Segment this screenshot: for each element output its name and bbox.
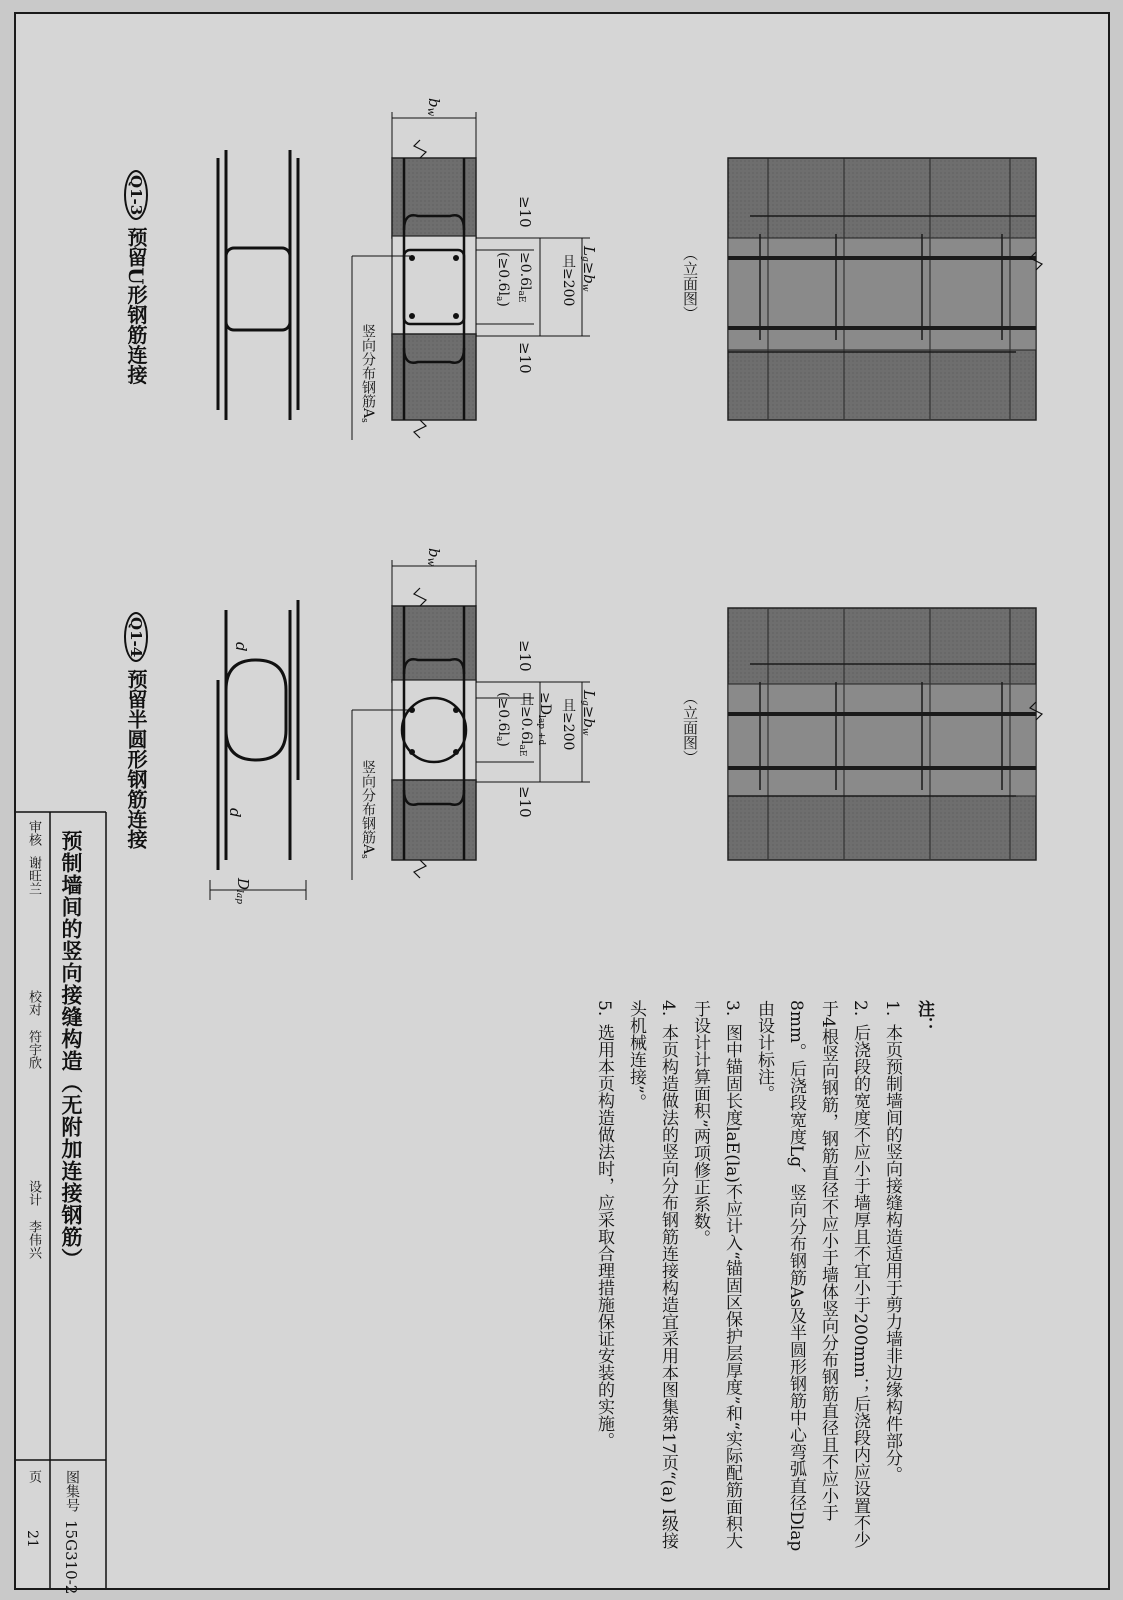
dim-ge06a-u: $(\ge 0.6l_a)$ <box>494 252 511 307</box>
reviewer-name: 谢旺兰 <box>26 856 41 895</box>
atlas-label: 图集号 <box>64 1470 80 1512</box>
elevation-label-u: （立面图） <box>681 246 699 321</box>
dim-dlap-rel: $\ge D_{lap +d}$ <box>536 692 553 746</box>
note-item: 3.图中锚固长度laE(la)不应计入“锚固区保护层厚度”和“实际配筋面积大于设计计算面积”两项修正系数。 <box>690 1000 742 1550</box>
note-item: 5.选用本页构造做法时，应采取合理措施保证安装的实施。 <box>594 1000 614 1450</box>
checker-name: 符宇欣 <box>26 1030 41 1069</box>
page-number: 21 <box>24 1530 40 1548</box>
vertical-bar-label-u: 竖向分布钢筋$A_s$ <box>359 324 376 423</box>
note-item: 2.后浇段的宽度不应小于墙厚且不宜小于200mm；后浇段内应设置不少于4根竖向钢筋，钢筋直径不应小于墙体竖向分布钢筋直径且不应小于8mm。后浇段宽度Lg、竖向分布钢筋As及半圆形钢筋中心弯弧直径Dlap由设计标注。 <box>754 1000 870 1552</box>
dim-lg-semicircle: $L_g\ge b_w$ <box>580 690 598 736</box>
notes-section <box>440 1000 940 1560</box>
dim-lg200-semicircle: 且≥200 <box>560 698 576 751</box>
dim-lg200-u: 且≥200 <box>560 254 576 307</box>
design-label: 设计 <box>26 1180 41 1206</box>
view-title-semicircle-text: 预留半圆形钢筋连接 <box>124 669 148 850</box>
dim-ge06a-semicircle: $(\ge 0.6l_a)$ <box>494 692 511 747</box>
atlas-number: 15G310-2 <box>62 1520 80 1595</box>
check-label: 校对 <box>26 990 41 1016</box>
view-code-u: Q1-3 <box>124 170 148 220</box>
note-item: 4.本页构造做法的竖向分布钢筋连接构造宜采用本图集第17页“(a) I级接头机械连接”。 <box>626 1000 678 1550</box>
dim-ge10-bottom-semicircle: ≥10 <box>516 786 534 818</box>
view-title-u-text: 预留U形钢筋连接 <box>124 227 148 385</box>
section-view-u <box>352 112 590 440</box>
dim-lg-u: $L_g\ge b_w$ <box>580 246 598 292</box>
detail-semicircle-bar <box>218 600 298 870</box>
dim-d-top: d <box>232 642 250 652</box>
elevation-label-semicircle: （立面图） <box>681 690 699 765</box>
dim-ge10-top-semicircle: ≥10 <box>516 640 534 672</box>
drawing-title: 预制墙间的竖向接缝构造（无附加连接钢筋） <box>59 830 84 1270</box>
dim-and06: 且$\ge 0.6l_{aE}$ <box>517 692 534 757</box>
page-label: 页 <box>26 1470 41 1483</box>
review-label: 审核 <box>26 820 41 846</box>
notes-heading: 注： <box>914 1000 934 1034</box>
dim-d-bottom: d <box>226 808 244 818</box>
dim-bw-u: $b_w$ <box>425 98 443 117</box>
elevation-view-u <box>728 158 1042 420</box>
dim-ge06-u: $\ge 0.6l_{aE}$ <box>516 252 533 303</box>
view-title-semicircle <box>122 612 151 849</box>
view-code-semicircle: Q1-4 <box>124 612 148 662</box>
elevation-view-semicircle <box>728 608 1042 860</box>
designer-name: 李伟兴 <box>26 1220 41 1259</box>
note-item: 1.本页预制墙间的竖向接缝构造适用于剪力墙非边缘构件部分。 <box>882 1000 902 1484</box>
detail-u-bar <box>218 150 298 420</box>
vertical-bar-label-semicircle: 竖向分布钢筋$A_s$ <box>359 760 376 859</box>
dim-ge10-bottom-u: ≥10 <box>516 342 534 374</box>
dim-dlap: $D_{lap}$ <box>234 878 252 905</box>
dim-bw-semicircle: $b_w$ <box>425 548 443 567</box>
dim-ge10-top-u: ≥10 <box>516 196 534 228</box>
section-view-semicircle <box>352 560 590 880</box>
view-title-u <box>122 170 151 385</box>
